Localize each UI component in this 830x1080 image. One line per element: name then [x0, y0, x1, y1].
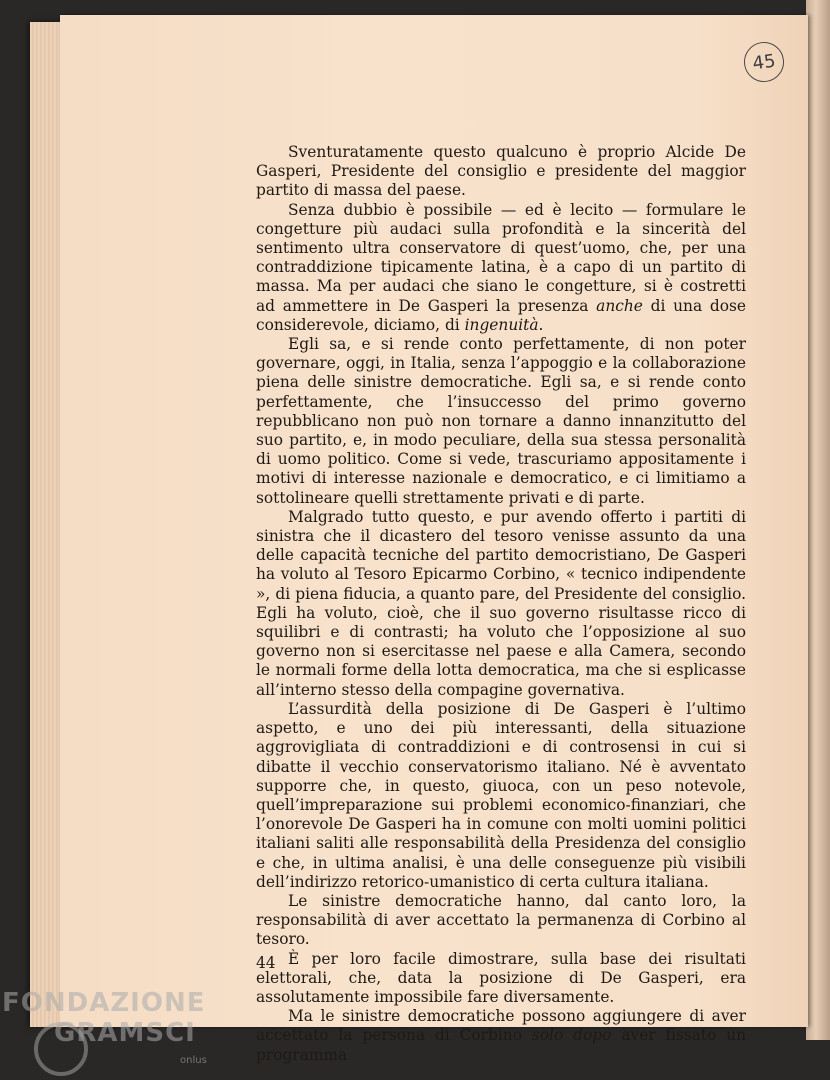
- paragraph-6: Le sinistre democratiche hanno, dal canto loro, la responsabilità di aver accettato la permanenza di Corbino al tesoro.: [256, 891, 746, 949]
- body-text: [256, 143, 746, 1065]
- paragraph-4: Malgrado tutto questo, e pur avendo offerto i partiti di sinistra che il dicastero del tesoro venisse assunto da una delle capacità tecniche del partito democristiano, De Gasperi ha voluto al Tesoro Epicarmo Corbino, « tecnico indipendente », di piena fiducia, a quanto pare, del Presidente del consiglio. Egli ha voluto, cioè, che il suo governo risultasse ricco di squilibri e di contrasti; ha voluto che l’opposizione al suo governo non si esercitasse nel paese e alla Camera, secondo le normali forme della lotta democratica, ma che si esplicasse all’interno stesso della compagine governativa.: [256, 507, 746, 699]
- book-right-edge: [806, 0, 830, 1040]
- watermark: [2, 988, 207, 1066]
- watermark-line1: FONDAZIONE: [2, 988, 206, 1018]
- paragraph-5: L’assurdità della posizione di De Gasperi è l’ultimo aspetto, e uno dei più interessanti, della situazione aggrovigliata di contraddizioni e di controsensi in cui si dibatte il vecchio conservatorismo italiano. Né è avventato supporre che, in questo, giuoca, con un peso notevole, quell’impreparazione sui problemi economico-finanziari, che l’onorevole De Gasperi ha in comune con molti uomini politici italiani saliti alle responsabilità della Presidenza del consiglio e che, in ultima analisi, è una delle conseguenze più visibili dell’indirizzo retorico-umanistico di certa cultura italiana.: [256, 699, 746, 891]
- archive-number: 45: [741, 39, 786, 84]
- paragraph-1: Sventuratamente questo qualcuno è proprio Alcide De Gasperi, Presidente del consiglio e presidente del maggior partito di massa del paese.: [256, 143, 746, 200]
- paragraph-3: Egli sa, e si rende conto perfettamente, di non poter governare, oggi, in Italia, senza l’appoggio e la collaborazione piena delle sinistre democratiche. Egli sa, e si rende conto perfettamente, che l’insuccesso del primo governo repubblicano non può non tornare a danno innanzitutto del suo partito, e, in modo peculiare, della sua stessa personalità di uomo politico. Come si vede, trascuriamo appositamente i motivi di interesse nazionale e democratico, e ci limitiamo a sottolineare quelli strettamente privati e di parte.: [256, 335, 746, 507]
- paragraph-7: È per loro facile dimostrare, sulla base dei risultati elettorali, che, data la posizione di De Gasperi, era assolutamente impossibile fare diversamente.: [256, 949, 746, 1006]
- watermark-onlus: onlus: [180, 1055, 207, 1066]
- paragraph-2: Senza dubbio è possibile — ed è lecito — formulare le congetture più audaci sulla profondità e la sincerità del sentimento ultra conservatore di quest’uomo, che, per una contraddizione tipicamente latina, è a capo di un partito di massa. Ma per audaci che siano le congetture, si è costretti ad ammettere in De Gasperi la presenza anche di una dose considerevole, diciamo, di ingenuità.: [256, 200, 746, 334]
- watermark-line2: GRAMSCI: [54, 1018, 196, 1048]
- paragraph-8: Ma le sinistre democratiche possono aggiungere di aver accettato la persona di Corbino solo dopo aver fissato un programma: [256, 1007, 746, 1064]
- page-number: 44: [256, 954, 276, 972]
